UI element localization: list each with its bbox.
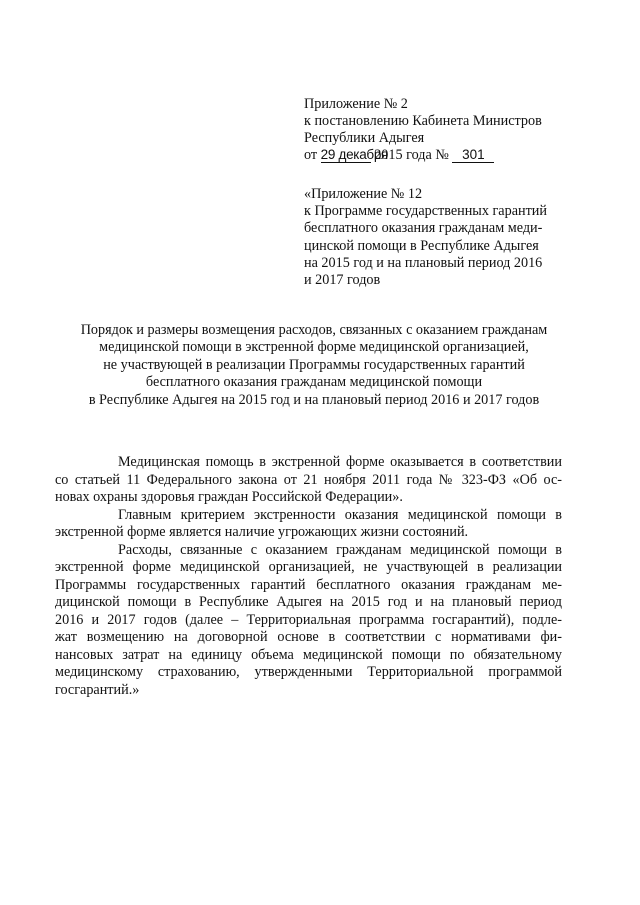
body-line: Расходы, связанные с оказанием гражданам медицинской помощи в	[118, 541, 562, 558]
title-line: в Республике Адыгея на 2015 год и на плановый период 2016 и 2017 годов	[88, 391, 540, 408]
document-title	[66, 322, 562, 409]
handwritten-date: 29 декабря	[320, 147, 388, 162]
body-line: госгарантий.»	[55, 681, 140, 698]
body-line: Программы государственных гарантий бесплатного оказания гражданам ме-	[55, 576, 562, 593]
paragraph-3	[55, 541, 562, 700]
body-line: дицинской помощи в Республике Адыгея на 2015 год и на плановый период	[55, 594, 562, 610]
document-body	[55, 454, 562, 699]
body-line: жат возмещению на договорной основе в соответствии с нормативами фи-	[55, 629, 562, 645]
appendix-date-line	[304, 147, 574, 164]
date-prefix: от	[304, 147, 318, 163]
body-line: новах охраны здоровья граждан Российской Федерации».	[55, 489, 403, 505]
date-suffix: 2015 года №	[374, 147, 449, 163]
annex-line: бесплатного оказания гражданам меди-	[304, 220, 543, 237]
title-line: медицинской помощи в экстренной форме медицинской организацией,	[99, 339, 529, 356]
title-line: Порядок и размеры возмещения расходов, связанных с оказанием гражданам	[80, 322, 548, 338]
body-line: со статьей 11 Федерального закона от 21 ноября 2011 года № 323-ФЗ «Об ос-	[55, 471, 562, 488]
appendix-republic: Республики Адыгея	[304, 130, 425, 146]
body-line: экстренной форме является наличие угрожающих жизни состояний.	[55, 524, 469, 540]
body-line: экстренной форме медицинской организацией, не участвующей в реализации	[55, 559, 562, 575]
body-line: Медицинская помощь в экстренной форме оказывается в соответствии	[118, 454, 562, 470]
appendix-header	[304, 96, 574, 164]
paragraph-1	[55, 454, 562, 507]
body-line: Главным критерием экстренности оказания медицинской помощи в	[118, 506, 562, 523]
appendix-resolution: к постановлению Кабинета Министров	[304, 113, 542, 129]
annex-line: к Программе государственных гарантий	[304, 203, 547, 220]
paragraph-2	[55, 506, 562, 542]
body-line: 2016 и 2017 годов (далее – Территориальная программа госгарантий), подле-	[55, 611, 562, 628]
appendix-number: Приложение № 2	[304, 96, 408, 112]
body-line: нансовых затрат на единицу объема медицинской помощи по обязательному	[55, 646, 562, 663]
title-line: не участвующей в реализации Программы государственных гарантий	[103, 356, 525, 373]
annex-line: цинской помощи в Республике Адыгея	[304, 237, 539, 254]
annex-line: на 2015 год и на плановый период 2016	[304, 254, 543, 271]
annex-header	[304, 186, 576, 289]
body-line: медицинскому страхованию, утвержденными Территориальной программой	[55, 664, 562, 680]
handwritten-number: 301	[452, 148, 494, 163]
title-line: бесплатного оказания гражданам медицинской помощи	[145, 374, 483, 391]
annex-line: и 2017 годов	[304, 272, 381, 289]
annex-line: «Приложение № 12	[304, 186, 423, 202]
